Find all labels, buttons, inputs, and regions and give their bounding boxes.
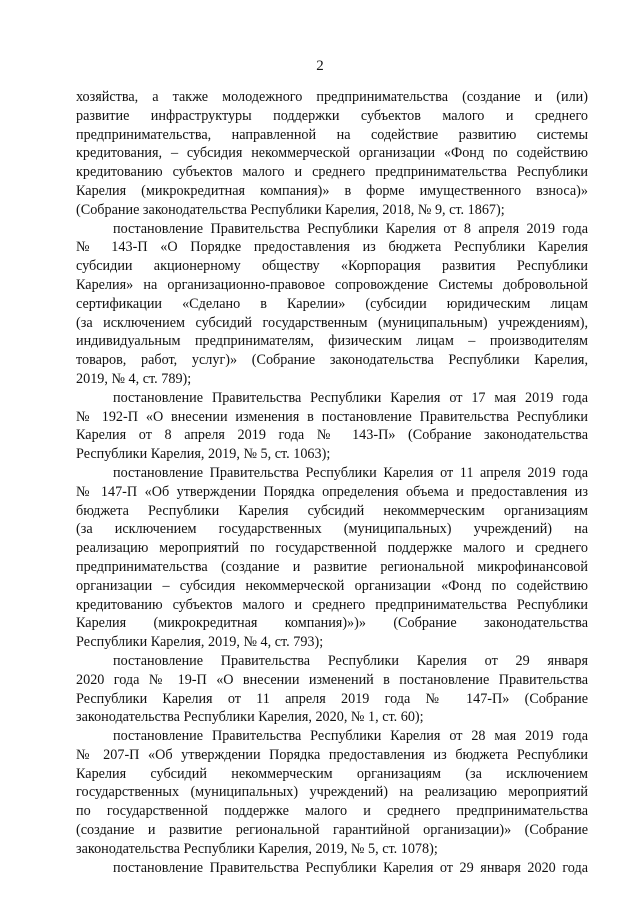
text-line: постановление Правительства Республики Карелия от 17 мая 2019 года [113, 389, 588, 406]
text-line: постановление Правительства Республики Карелия от 29 января [113, 652, 588, 669]
page-number: 2 [316, 58, 324, 74]
text-line: хозяйства, а также молодежного предпринимательства (создание и (или) [76, 89, 588, 105]
text-line: № 192-П «О внесении изменения в постановление Правительства Республики [76, 408, 588, 425]
text-line: постановление Правительства Республики Карелия от 28 мая 2019 года [113, 728, 588, 745]
text-line: по государственной поддержке малого и среднего предпринимательства [76, 803, 588, 820]
text-line: сертификации «Сделано в Карелии» (субсидии юридическим лицам [76, 295, 588, 312]
text-line: кредитованию субъектов малого и среднего предпринимательства Республики [76, 596, 588, 613]
text-line: Карелия (микрокредитная компания)» в форме имущественного взноса)» [76, 182, 588, 199]
text-line: (за исключением государственных (муниципальных) учреждений) на [76, 521, 588, 538]
document-body [76, 88, 588, 877]
text-line: 2020 года № 19-П «О внесении изменений в постановление Правительства [76, 671, 588, 688]
text-line: кредитования, – субсидия некоммерческой организации «Фонд по содействию [76, 145, 588, 162]
text-line: № 207-П «Об утверждении Порядка предоставления из бюджета Республики [76, 746, 588, 763]
text-line: кредитованию субъектов малого и среднего предпринимательства Республики [76, 164, 588, 181]
text-line: бюджета Республики Карелия субсидий некоммерческим организациям [76, 502, 588, 519]
text-line: № 147-П «Об утверждении Порядка определения объема и предоставления из [76, 483, 588, 500]
text-line: законодательства Республики Карелия, 2020, № 1, ст. 60); [76, 709, 424, 726]
text-line: № 143-П «О Порядке предоставления из бюджета Республики Карелия [76, 239, 588, 256]
text-line: предпринимательства (создание и развитие региональной микрофинансовой [76, 558, 588, 575]
text-line: Карелия субсидий некоммерческим организациям (за исключением [76, 765, 588, 782]
text-line: реализацию мероприятий по государственной поддержке малого и среднего [76, 540, 588, 557]
text-line: Карелия (микрокредитная компания)»)» (Собрание законодательства [76, 615, 588, 632]
text-line: товаров, работ, услуг)» (Собрание законодательства Республики Карелия, [76, 352, 588, 369]
text-line: постановление Правительства Республики Карелия от 29 января 2020 года [113, 859, 588, 876]
text-line: Республики Карелия, 2019, № 4, ст. 793); [76, 634, 324, 651]
text-line: организации – субсидия некоммерческой организации «Фонд по содействию [76, 577, 588, 594]
text-line: индивидуальным предпринимателям, физическим лицам – производителям [76, 333, 588, 350]
text-line: субсидии акционерному обществу «Корпорация развития Республики [76, 258, 588, 275]
text-line: Республики Карелия, 2019, № 5, ст. 1063); [76, 446, 331, 463]
text-line: предпринимательства, направленной на содействие развитию системы [76, 126, 588, 143]
text-line: развитие инфраструктуры поддержки субъектов малого и среднего [76, 107, 588, 124]
text-line: постановление Правительства Республики Карелия от 8 апреля 2019 года [113, 220, 588, 237]
text-line: (за исключением субсидий государственным (муниципальным) учреждениям), [76, 314, 588, 331]
text-line: государственных (муниципальных) учреждений) на реализацию мероприятий [76, 784, 588, 801]
text-line: (Собрание законодательства Республики Карелия, 2018, № 9, ст. 1867); [76, 201, 505, 218]
text-line: постановление Правительства Республики Карелия от 11 апреля 2019 года [113, 464, 588, 481]
text-line: Карелия» на организационно-правовое сопровождение Системы добровольной [76, 276, 588, 293]
text-line: законодательства Республики Карелия, 2019, № 5, ст. 1078); [76, 840, 438, 857]
text-line: Карелия от 8 апреля 2019 года № 143-П» (Собрание законодательства [76, 427, 588, 444]
text-line: Республики Карелия от 11 апреля 2019 года № 147-П» (Собрание [76, 690, 588, 707]
text-line: 2019, № 4, ст. 789); [76, 370, 192, 387]
text-line: (создание и развитие региональной гарантийной организации)» (Собрание [76, 822, 588, 839]
